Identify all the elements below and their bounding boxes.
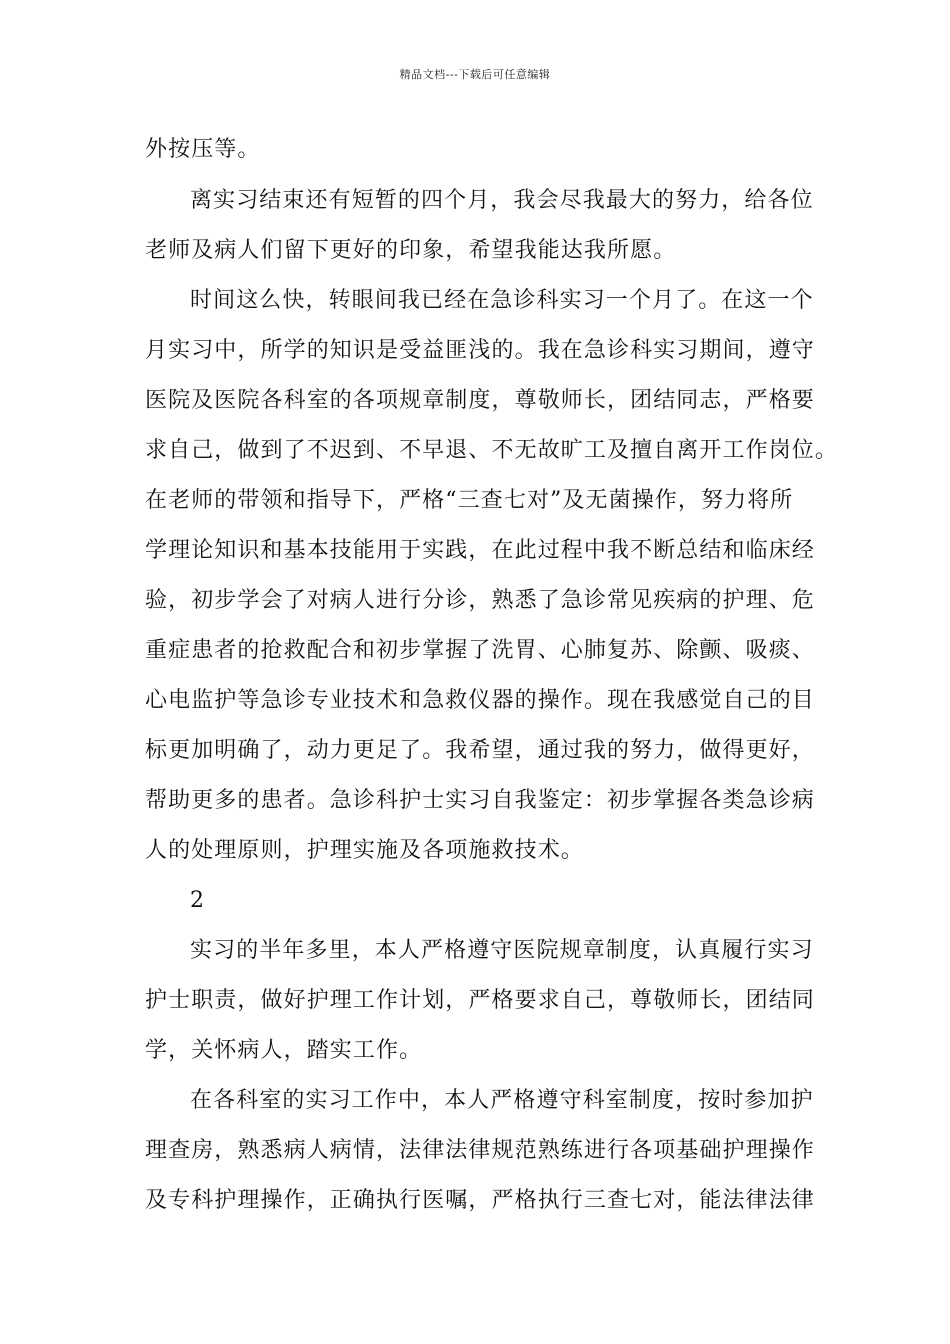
body-line: 在各科室的实习工作中，本人严格遵守科室制度，按时参加护 xyxy=(190,1088,814,1113)
body-line: 帮助更多的患者。急诊科护士实习自我鉴定：初步掌握各类急诊病 xyxy=(145,788,815,813)
body-line: 老师及病人们留下更好的印象，希望我能达我所愿。 xyxy=(145,238,677,263)
body-line: 理查房，熟悉病人病情，法律法律规范熟练进行各项基础护理操作 xyxy=(145,1138,815,1163)
body-line: 重症患者的抢救配合和初步掌握了洗胃、心肺复苏、除颤、吸痰、 xyxy=(145,638,815,663)
body-line: 外按压等。 xyxy=(145,137,261,162)
body-line: 实习的半年多里，本人严格遵守医院规章制度，认真履行实习 xyxy=(190,938,814,963)
body-line: 标更加明确了，动力更足了。我希望，通过我的努力，做得更好， xyxy=(145,738,815,763)
body-line: 人的处理原则，护理实施及各项施救技术。 xyxy=(145,838,584,863)
body-line: 求自己，做到了不迟到、不早退、不无故旷工及擅自离开工作岗位。 xyxy=(145,438,839,463)
body-line: 学理论知识和基本技能用于实践，在此过程中我不断总结和临床经 xyxy=(145,538,815,563)
body-line: 在老师的带领和指导下，严格“三查七对”及无菌操作，努力将所 xyxy=(145,488,794,513)
body-line: 学，关怀病人，踏实工作。 xyxy=(145,1038,423,1063)
section-number: 2 xyxy=(190,888,206,913)
body-line: 离实习结束还有短暂的四个月，我会尽我最大的努力，给各位 xyxy=(190,188,814,213)
body-line: 验，初步学会了对病人进行分诊，熟悉了急诊常见疾病的护理、危 xyxy=(145,588,815,613)
body-line: 心电监护等急诊专业技术和急救仪器的操作。现在我感觉自己的目 xyxy=(145,688,815,713)
body-line: 及专科护理操作，正确执行医嘱，严格执行三查七对，能法律法律 xyxy=(145,1188,815,1213)
body-line: 护士职责，做好护理工作计划，严格要求自己，尊敬师长，团结同 xyxy=(145,988,815,1013)
body-line: 医院及医院各科室的各项规章制度，尊敬师长，团结同志，严格要 xyxy=(145,388,815,413)
body-line: 月实习中，所学的知识是受益匪浅的。我在急诊科实习期间，遵守 xyxy=(145,338,815,363)
page-header: 精品文档---下载后可任意编辑 xyxy=(399,68,551,81)
body-line: 时间这么快，转眼间我已经在急诊科实习一个月了。在这一个 xyxy=(190,288,814,313)
